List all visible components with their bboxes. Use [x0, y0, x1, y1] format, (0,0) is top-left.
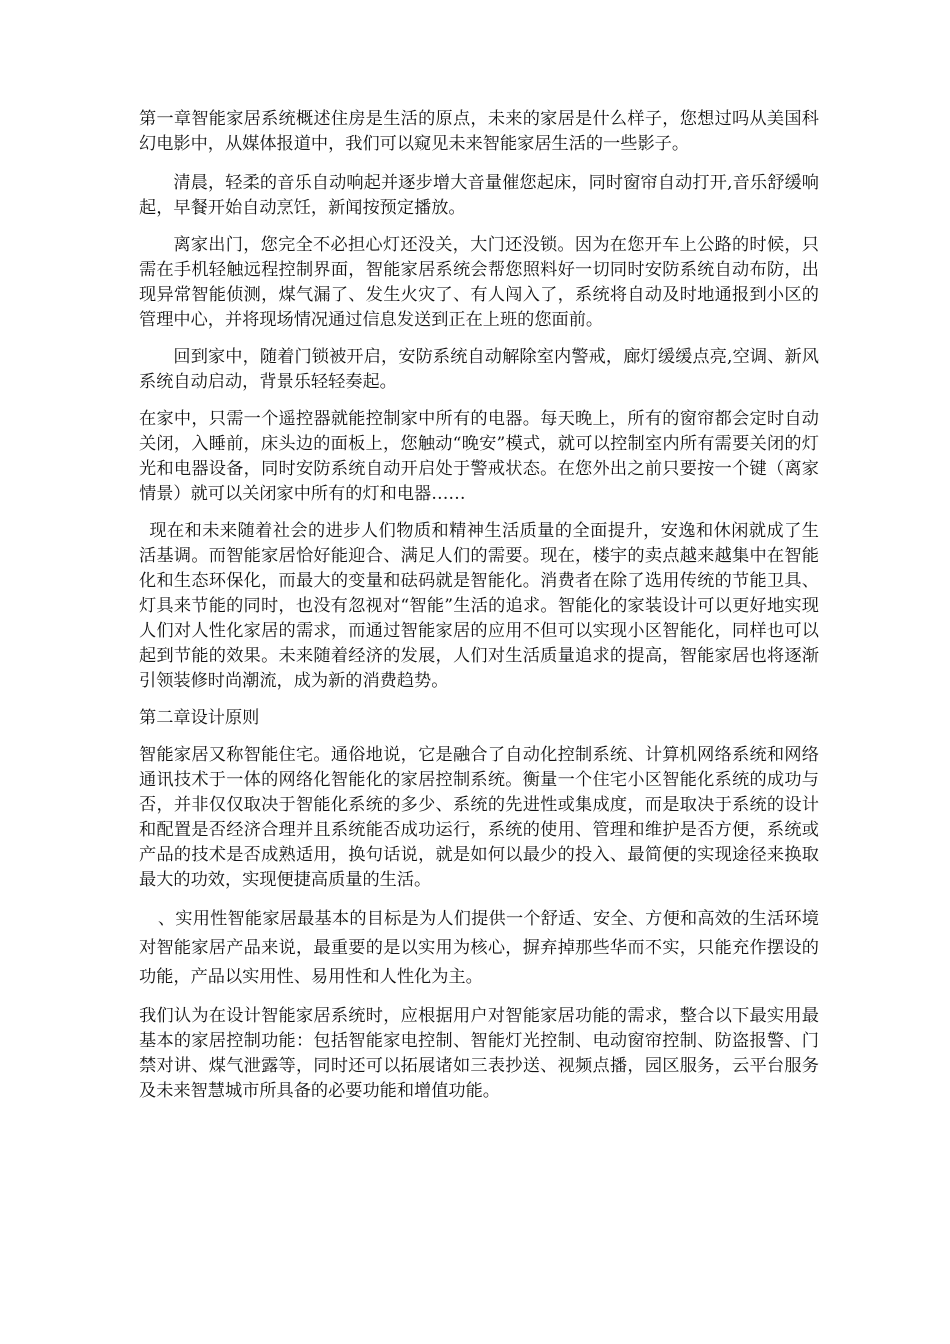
definition-paragraph: 智能家居又称智能住宅。通俗地说，它是融合了自动化控制系统、计算机网络系统和网络通讯技术于一体的网络化智能化的家居控制系统。衡量一个住宅小区智能化系统的成功与否，并非仅仅取决于智能化系统的多少、系统的先进性或集成度，而是取决于系统的设计和配置是否经济合理并且系统能否成功运行，系统的使用、管理和维护是否方便，系统或产品的技术是否成熟适用，换句话说，就是如何以最少的投入、最简便的实现途径来换取最大的功效，实现便捷高质量的生活。 [139, 745, 819, 890]
at-home-paragraph: 在家中，只需一个遥控器就能控制家中所有的电器。每天晚上，所有的窗帘都会定时自动关闭，入睡前，床头边的面板上，您触动“晚安”模式，就可以控制室内所有需要关闭的灯光和电器设备，同时安防系统自动开启处于警戒状态。在您外出之前只要按一个键（离家情景）就可以关闭家中所有的灯和电器…… [139, 409, 819, 504]
intro-paragraph: 第一章智能家居系统概述住房是生活的原点，未来的家居是什么样子，您想过吗从美国科幻电影中，从媒体报道中，我们可以窥见未来智能家居生活的一些影子。 [139, 109, 819, 154]
design-functions-paragraph: 我们认为在设计智能家居系统时，应根据用户对智能家居功能的需求，整合以下最实用最基本的家居控制功能：包括智能家电控制、智能灯光控制、电动窗帘控制、防盗报警、门禁对讲、煤气泄露等，同时还可以拓展诸如三表抄送、视频点播，园区服务，云平台服务及未来智慧城市所具备的必要功能和增值功能。 [139, 1006, 819, 1101]
morning-paragraph: 清晨，轻柔的音乐自动响起并逐步增大音量催您起床，同时窗帘自动打开,音乐舒缓响起，早餐开始自动烹饪，新闻按预定播放。 [139, 173, 819, 218]
practicality-paragraph: 、实用性智能家居最基本的目标是为人们提供一个舒适、安全、方便和高效的生活环境对智能家居产品来说，最重要的是以实用为核心，摒弃掉那些华而不实，只能充作摆设的功能，产品以实用性、易用性和人性化为主。 [139, 909, 819, 987]
returning-home-paragraph: 回到家中，随着门锁被开启，安防系统自动解除室内警戒，廊灯缓缓点亮,空调、新风系统自动启动，背景乐轻轻奏起。 [139, 347, 819, 392]
document-body [139, 107, 819, 1116]
leaving-home-paragraph: 离家出门，您完全不必担心灯还没关，大门还没锁。因为在您开车上公路的时候，只需在手机轻触远程控制界面，智能家居系统会帮您照料好一切同时安防系统自动布防，出现异常智能侦测，煤气漏了、发生火灾了、有人闯入了，系统将自动及时地通报到小区的管理中心，并将现场情况通过信息发送到正在上班的您面前。 [139, 235, 819, 330]
chapter-two-heading: 第二章设计原则 [139, 708, 260, 728]
future-trend-paragraph: 现在和未来随着社会的进步人们物质和精神生活质量的全面提升，安逸和休闲就成了生活基调。而智能家居恰好能迎合、满足人们的需要。现在，楼宇的卖点越来越集中在智能化和生态环保化，而最大的变量和砝码就是智能化。消费者在除了选用传统的节能卫具、灯具来节能的同时，也没有忽视对“智能”生活的追求。智能化的家装设计可以更好地实现人们对人性化家居的需求，而通过智能家居的应用不但可以实现小区智能化，同样也可以起到节能的效果。未来随着经济的发展，人们对生活质量追求的提高，智能家居也将逐渐引领装修时尚潮流，成为新的消费趋势。 [139, 521, 819, 691]
